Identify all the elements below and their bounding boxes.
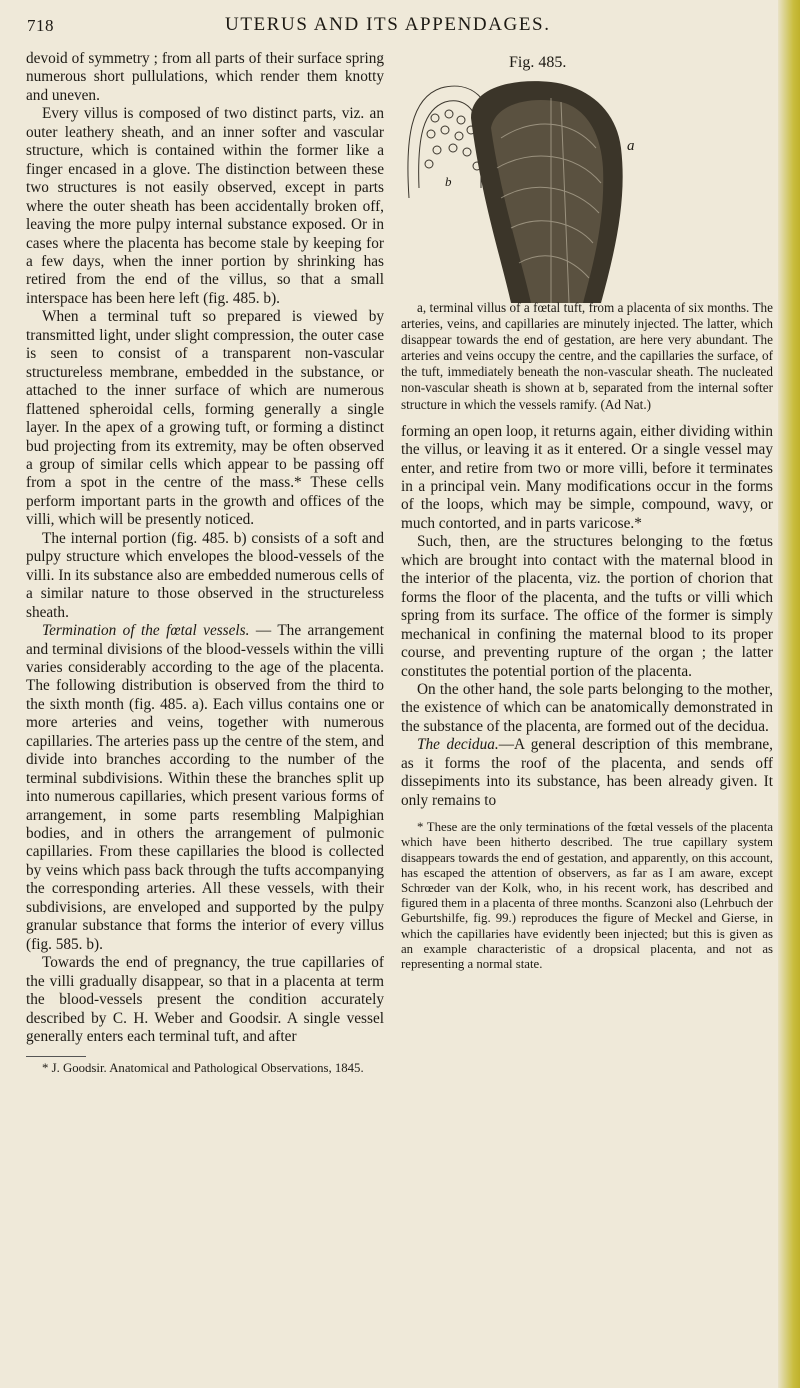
paragraph: Towards the end of pregnancy, the true capillaries of the villi gradually disappear, so that in a placenta at term the blood-vessels present the condition accurately described by C. H. Weber and Goodsir. A single vessel generally enters each terminal tuft, and after <box>26 954 384 1046</box>
paragraph: Such, then, are the structures belonging to the fœtus which are brought into contact with the maternal blood in the interior of the placenta, viz. the portion of chorion that forms the floor of the placenta, and the tufts or villi which spring from its surface. The office of the former is simply mechanical in confining the maternal blood to its proper course, and preventing rupture of the organ ; the latter constitutes the potential portion of the placenta. <box>401 533 773 680</box>
paragraph <box>401 736 773 810</box>
paragraph: forming an open loop, it returns again, either dividing within the villus, or leaving it as it entered. Or a single vessel may enter, and retire from two or more villi, before it terminates in a principal vein. Many modifications occur in the forms of the loops, which may be simple, compound, wavy, or much contorted, and in parts varicose.* <box>401 422 773 532</box>
paragraph: The internal portion (fig. 485. b) consists of a soft and pulpy structure which envelopes the blood-vessels of the villi. In its substance also are embedded numerous cells of a similar nature to those observed in the structureless sheath. <box>26 529 384 621</box>
section-heading: The decidua. <box>417 736 499 754</box>
paragraph: Every villus is composed of two distinct parts, viz. an outer leathery sheath, and an inner softer and vascular structure, which is contained within the former like a finger encased in a glove. The distinction between these two structures is not easily observed, except in parts where the outer sheath has been accidentally broken off, leaving the more pulpy internal substance exposed. Or in cases where the placenta has become stale by keeping for a few days, when the inner portion by shrinking has retired from the end of the villus, so that a small interspace has been here left (fig. 485. b). <box>26 105 384 307</box>
left-column <box>26 50 384 1077</box>
paragraph-text: —A general description of this membrane, as it forms the roof of the placenta, and sends off dissepiments into its substance, has been already given. It only remains to <box>401 736 773 809</box>
page-number: 718 <box>27 16 54 35</box>
running-head: UTERUS AND ITS APPENDAGES. <box>225 14 551 35</box>
figure <box>401 56 773 301</box>
page-edge-stain <box>778 0 800 1388</box>
villus-a-drawing <box>471 81 623 303</box>
figure-caption: a, terminal villus of a fœtal tuft, from a placenta of six months. The arteries, veins, and capillaries are minutely injected. The latter, which disappear towards the end of gestation, are here very abundant. The arteries and veins occupy the centre, and the capillaries the surface, of the tuft, immediately beneath the non-vascular sheath. The nucleated non-vascular sheath is shown at b, separated from the internal softer structure in which the vessels ramify. (Ad Nat.) <box>401 300 773 412</box>
label-b: b <box>445 174 452 189</box>
paragraph <box>26 622 384 954</box>
right-column <box>401 300 773 972</box>
label-a: a <box>627 138 635 154</box>
section-heading: Termination of the fœtal vessels. <box>42 622 250 640</box>
villus-illustration <box>401 78 641 303</box>
paragraph: When a terminal tuft so prepared is viewed by transmitted light, under slight compression, the outer case is seen to consist of a transparent non-vascular structureless membrane, embedded in the substance, or attached to the inner surface of which are numerous flattened spheroidal cells, forming generally a single layer. In the apex of a growing tuft, or forming a distinct bud projecting from its extremity, may be often observed a group of similar cells which appear to be passing off from a spot in the centre of the mass.* These cells perform important parts in the growth and offices of the villi, which will be presently noticed. <box>26 308 384 529</box>
footnote-rule <box>26 1056 86 1057</box>
figure-label: Fig. 485. <box>509 54 567 71</box>
footnote: * These are the only terminations of the fœtal vessels of the placenta which have been hitherto described. The true capillary system disappears towards the end of gestation, and apparently, on this account, has escaped the attention of observers, as far as I am aware, except Schrœder van der Kolk, who, in his recent work, has described and figured them in a placenta of three months. Scanzoni also (Lehrbuch der Geburtshilfe, fig. 99.) reproduces the figure of Meckel and Gierse, in which the capillaries have evidently been injected; but this is given as an example characteristic of a dropsical placenta, and not as representing a normal state. <box>401 820 773 971</box>
paragraph: On the other hand, the sole parts belonging to the mother, the existence of which can be anatomically demonstrated in the substance of the placenta, are formed out of the decidua. <box>401 681 773 735</box>
page-header <box>0 6 780 42</box>
paragraph: devoid of symmetry ; from all parts of their surface spring numerous short pullulations, which render them knotty and uneven. <box>26 50 384 104</box>
paragraph-text: — The arrangement and terminal divisions of the blood-vessels within the villi varies considerably according to the age of the placenta. The following distribution is observed from the third to the sixth month (fig. 485. a). Each villus contains one or more arteries and veins, together with numerous capillaries. The arteries pass up the centre of the stem, and divide into branches according to the number of the terminal subdivisions. Within these the branches split up into numerous capillaries, which present various forms of arrangement, in some parts resembling Malpighian bodies, and in others the arrangement of pulmonic capillaries. From these capillaries the blood is collected by veins which pass back through the tufts accompanying the corresponding arteries. All these vessels, with their subdivisions, are enveloped and supported by the pulpy granular substance that forms the interior of every villus (fig. 585. b). <box>26 622 384 953</box>
footnote: * J. Goodsir. Anatomical and Pathological Observations, 1845. <box>42 1061 364 1076</box>
